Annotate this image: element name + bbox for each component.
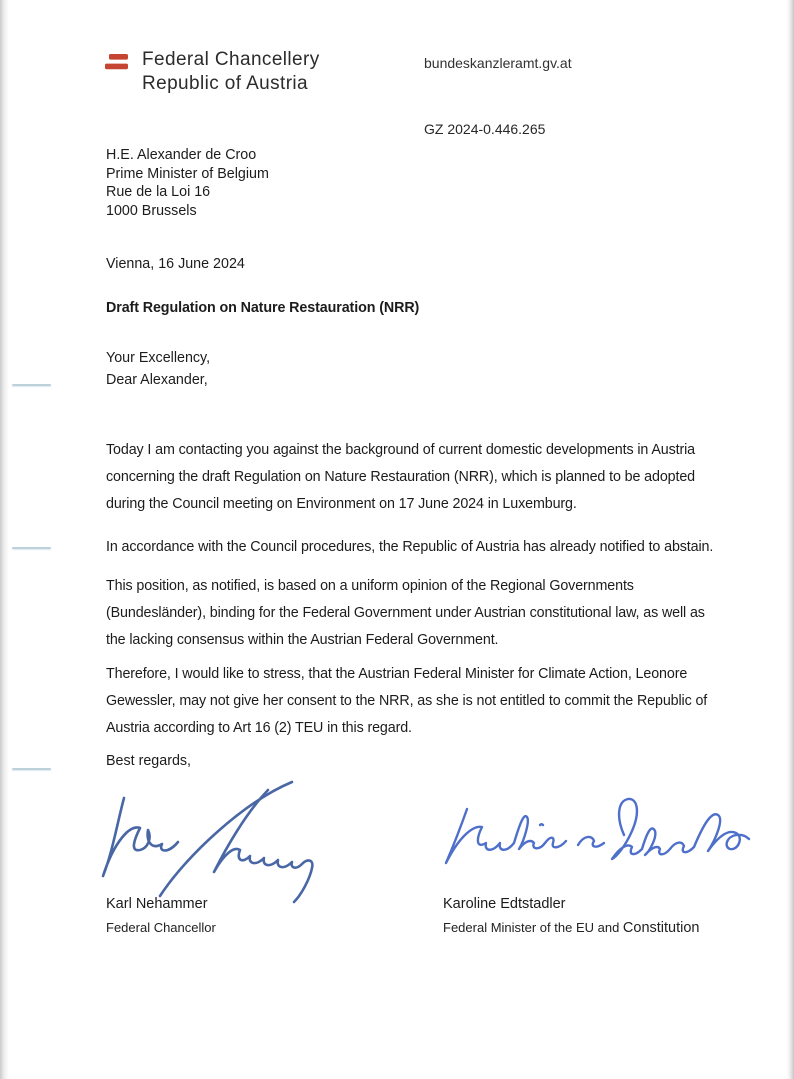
body-line: Today I am contacting you against the background of current domestic developments in Austria [106, 442, 695, 458]
body-line: Therefore, I would like to stress, that the Austrian Federal Minister for Climate Action, Leonore [106, 666, 688, 682]
closing: Best regards, [106, 753, 192, 769]
body-line: concerning the draft Regulation on Nature Restauration (NRR), which is planned to be adopted [106, 469, 695, 485]
dateline: Vienna, 16 June 2024 [106, 256, 245, 272]
karoline-edtstadler-signature [432, 793, 752, 881]
body-paragraph [106, 534, 713, 561]
body-line: Austria according to Art 16 (2) TEU in this regard. [106, 720, 412, 736]
org-name-line2: Republic of Austria [142, 73, 309, 94]
fold-mark [12, 547, 51, 549]
salutation-line: Your Excellency, [106, 350, 211, 366]
body-paragraph [106, 437, 695, 518]
recipient-address [106, 146, 269, 221]
austrian-flag-icon [104, 51, 130, 73]
salutation-line: Dear Alexander, [106, 372, 208, 388]
recipient-line: Prime Minister of Belgium [106, 165, 269, 182]
body-line: the lacking consensus within the Austrian Federal Government. [106, 632, 499, 648]
salutation [106, 347, 210, 391]
scan-edge-left [0, 0, 9, 1079]
fold-mark [12, 768, 51, 770]
signatory-title [106, 920, 216, 936]
signatory-title-text: Federal Minister of the EU and [443, 920, 623, 935]
subject-line: Draft Regulation on Nature Restauration (NRR) [106, 300, 420, 316]
body-paragraph [106, 661, 707, 742]
org-name-line1: Federal Chancellery [142, 49, 320, 70]
signatory-title [443, 920, 700, 936]
signatory-name: Karl Nehammer [106, 896, 208, 912]
body-line: (Bundesländer), binding for the Federal Government under Austrian constitutional law, as well as [106, 605, 705, 621]
reference-number: GZ 2024-0.446.265 [424, 121, 546, 137]
body-line: Gewessler, may not give her consent to the NRR, as she is not entitled to commit the Republic of [106, 693, 708, 709]
signatory-title-suffix: Constitution [622, 920, 700, 936]
signatory-title-text: Federal Chancellor [106, 920, 216, 935]
body-paragraph [106, 573, 705, 654]
website-text: bundeskanzleramt.gv.at [424, 55, 572, 71]
letterhead [104, 48, 320, 96]
body-line: during the Council meeting on Environment on 17 June 2024 in Luxemburg. [106, 496, 577, 512]
signatory-name: Karoline Edtstadler [443, 896, 566, 912]
recipient-line: 1000 Brussels [106, 203, 197, 220]
body-line: In accordance with the Council procedures, the Republic of Austria has already notified to abstain. [106, 539, 714, 555]
fold-mark [12, 384, 51, 386]
karl-nehammer-signature [96, 768, 348, 908]
scan-edge-right [787, 0, 794, 1079]
org-name [142, 48, 320, 96]
recipient-line: Rue de la Loi 16 [106, 184, 211, 201]
recipient-line: H.E. Alexander de Croo [106, 147, 257, 163]
body-line: This position, as notified, is based on a uniform opinion of the Regional Governments [106, 578, 634, 594]
